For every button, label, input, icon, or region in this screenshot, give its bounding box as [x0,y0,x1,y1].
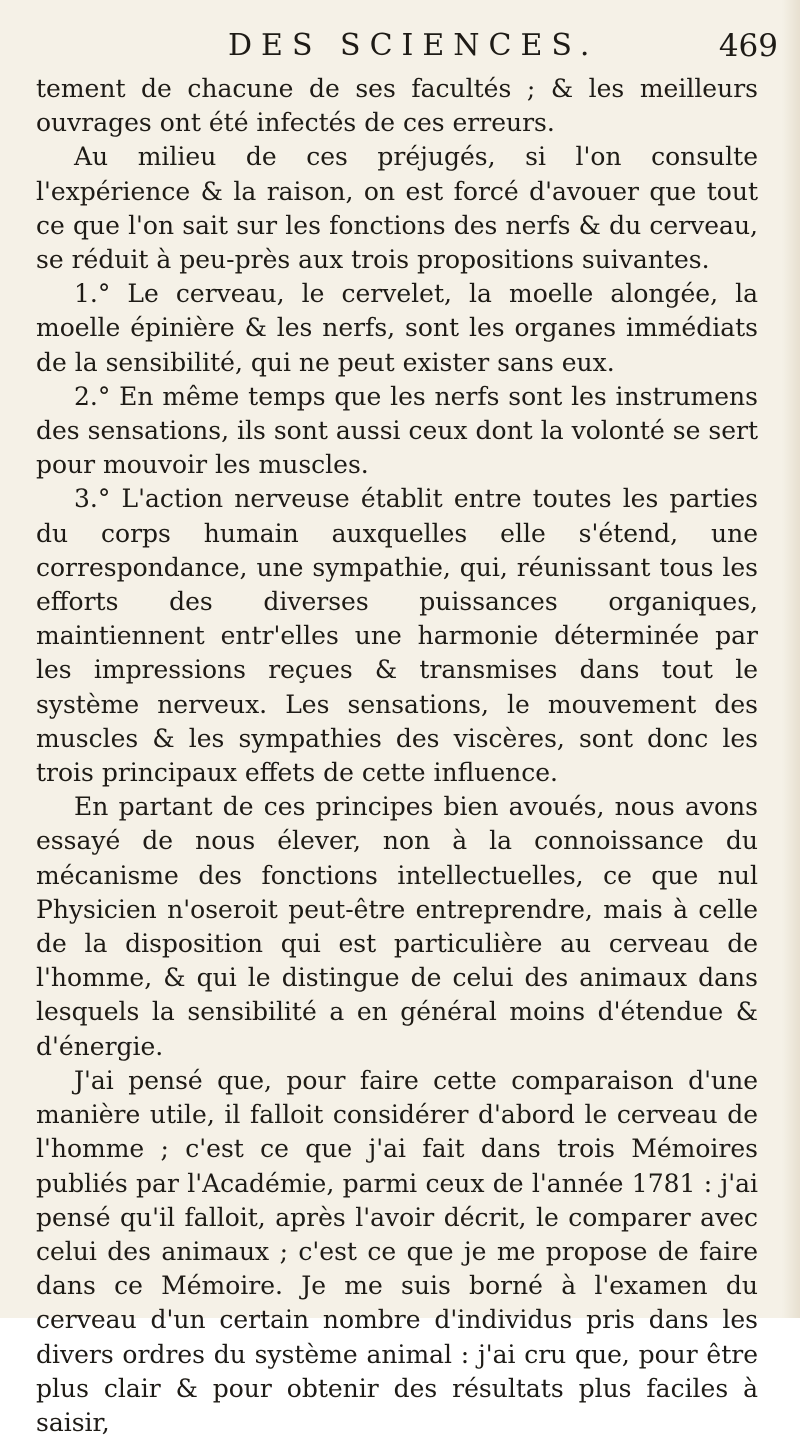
body-text [36,72,758,1440]
proposition-two: 2.° En même temps que les nerfs sont les instrumens des sensations, ils sont aussi ceux dont la volonté se sert pour mouvoir les muscles. [36,381,758,480]
paragraph-continuation: tement de chacune de ses facultés ; & les meilleurs ouvrages ont été infectés de ces erreurs. [36,74,758,138]
paragraph-comparison: J'ai pensé que, pour faire cette comparaison d'une manière utile, il falloit considérer d'abord le cerveau de l'homme ; c'est ce que j'ai fait dans trois Mémoires publiés par l'Académie, parmi ceux de l'année 1781 : j'ai pensé qu'il falloit, après l'avoir décrit, le comparer avec celui des animaux ; c'est ce que je me propose de faire dans ce Mémoire. Je me suis borné à l'examen du cerveau d'un certain nombre d'individus pris dans les divers ordres du système animal : j'ai cru que, pour être plus clair & pour obtenir des résultats plus faciles à saisir, [36,1065,758,1437]
running-head [40,26,780,66]
paragraph-prejudices: Au milieu de ces préjugés, si l'on consulte l'expérience & la raison, on est forcé d'avouer que tout ce que l'on sait sur les fonctions des nerfs & du cerveau, se réduit à peu-près aux trois propositions suivantes. [36,142,758,275]
running-title: DES SCIENCES. [228,28,599,63]
paragraph-principles: En partant de ces principes bien avoués, nous avons essayé de nous élever, non à la connoissance du mécanisme des fonctions intellectuelles, ce que nul Physicien n'oseroit peut-être entreprendre, mais à celle de la disposition qui est particulière au cerveau de l'homme, & qui le distingue de celui des animaux dans lesquels la sensibilité a en général moins d'étendue & d'énergie. [36,792,758,1061]
page-number: 469 [718,28,778,64]
page-edge-shadow [782,0,800,1318]
proposition-three: 3.° L'action nerveuse établit entre toutes les parties du corps humain auxquelles elle s'étend, une correspondance, une sympathie, qui, réunissant tous les efforts des diverses puissances organiques, maintiennent entr'elles une harmonie déterminée par les impressions reçues & transmises dans tout le système nerveux. Les sensations, le mouvement des muscles & les sympathies des viscères, sont donc les trois principaux effets de cette influence. [36,484,758,788]
proposition-one: 1.° Le cerveau, le cervelet, la moelle alongée, la moelle épinière & les nerfs, sont les organes immédiats de la sensibilité, qui ne peut exister sans eux. [36,279,758,377]
